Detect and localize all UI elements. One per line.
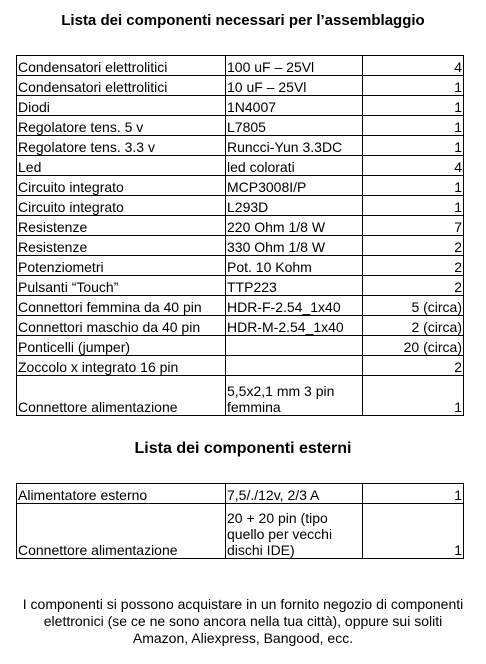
table-row bbox=[17, 504, 464, 559]
main-components-table bbox=[16, 55, 464, 416]
component-qty-cell: 1 bbox=[363, 176, 464, 196]
component-qty-cell: 4 bbox=[363, 156, 464, 176]
table-row bbox=[17, 484, 464, 504]
component-name-cell: Circuito integrato bbox=[17, 196, 226, 216]
component-spec-cell: Runcci-Yun 3.3DC bbox=[226, 136, 363, 156]
component-name-cell: Ponticelli (jumper) bbox=[17, 336, 226, 356]
component-spec-cell: 10 uF – 25Vl bbox=[226, 76, 363, 96]
component-spec-cell: MCP3008I/P bbox=[226, 176, 363, 196]
component-name-cell: Alimentatore esterno bbox=[17, 484, 226, 504]
main-components-title: Lista dei componenti necessari per l’assemblaggio bbox=[61, 12, 425, 29]
component-spec-cell: TTP223 bbox=[226, 276, 363, 296]
component-name-cell: Pulsanti “Touch” bbox=[17, 276, 226, 296]
component-spec-cell: 1N4007 bbox=[226, 96, 363, 116]
component-spec-cell: 220 Ohm 1/8 W bbox=[226, 216, 363, 236]
component-name-cell: Potenziometri bbox=[17, 256, 226, 276]
component-name-cell: Resistenze bbox=[17, 216, 226, 236]
component-qty-cell: 20 (circa) bbox=[363, 336, 464, 356]
component-spec-cell bbox=[226, 356, 363, 376]
component-qty-cell: 2 bbox=[363, 236, 464, 256]
component-qty-cell: 4 bbox=[363, 56, 464, 76]
table-row bbox=[17, 96, 464, 116]
component-name-cell: Connettore alimentazione bbox=[17, 376, 226, 416]
purchase-note: I componenti si possono acquistare in un fornito negozio di componenti elettronici (se ce ne sono ancora nella tua città), oppure sui soliti Amazon, Aliexpress, Bangood, ecc. bbox=[22, 596, 464, 646]
component-name-cell: Connettori maschio da 40 pin bbox=[17, 316, 226, 336]
table-row bbox=[17, 256, 464, 276]
component-qty-cell: 7 bbox=[363, 216, 464, 236]
component-spec-cell: 100 uF – 25Vl bbox=[226, 56, 363, 76]
component-qty-cell: 1 bbox=[363, 136, 464, 156]
component-qty-cell: 2 bbox=[363, 256, 464, 276]
component-qty-cell: 5 (circa) bbox=[363, 296, 464, 316]
component-spec-cell: led colorati bbox=[226, 156, 363, 176]
component-spec-cell: 20 + 20 pin (tipo quello per vecchi dischi IDE) bbox=[226, 504, 363, 559]
component-qty-cell: 1 bbox=[363, 196, 464, 216]
component-qty-cell: 1 bbox=[363, 116, 464, 136]
table-row bbox=[17, 356, 464, 376]
component-spec-cell: 7,5/./12v, 2/3 A bbox=[226, 484, 363, 504]
component-name-cell: Regolatore tens. 3.3 v bbox=[17, 136, 226, 156]
external-components-title: Lista dei componenti esterni bbox=[134, 440, 352, 457]
component-spec-cell: 5,5x2,1 mm 3 pin femmina bbox=[226, 376, 363, 416]
table-row bbox=[17, 316, 464, 336]
table-row bbox=[17, 236, 464, 256]
table-row bbox=[17, 176, 464, 196]
component-qty-cell: 1 bbox=[363, 96, 464, 116]
external-components-table bbox=[16, 483, 464, 559]
table-row bbox=[17, 276, 464, 296]
component-qty-cell: 2 (circa) bbox=[363, 316, 464, 336]
component-spec-cell: Pot. 10 Kohm bbox=[226, 256, 363, 276]
table-row bbox=[17, 296, 464, 316]
component-qty-cell: 2 bbox=[363, 356, 464, 376]
table-row bbox=[17, 156, 464, 176]
component-qty-cell: 2 bbox=[363, 276, 464, 296]
table-row bbox=[17, 336, 464, 356]
component-name-cell: Circuito integrato bbox=[17, 176, 226, 196]
component-name-cell: Connettori femmina da 40 pin bbox=[17, 296, 226, 316]
table-row bbox=[17, 376, 464, 416]
component-spec-cell bbox=[226, 336, 363, 356]
component-name-cell: Condensatori elettrolitici bbox=[17, 56, 226, 76]
component-qty-cell: 1 bbox=[363, 76, 464, 96]
component-spec-cell: L293D bbox=[226, 196, 363, 216]
component-qty-cell: 1 bbox=[363, 376, 464, 416]
component-name-cell: Connettore alimentazione bbox=[17, 504, 226, 559]
table-row bbox=[17, 136, 464, 156]
component-name-cell: Zoccolo x integrato 16 pin bbox=[17, 356, 226, 376]
component-name-cell: Resistenze bbox=[17, 236, 226, 256]
component-qty-cell: 1 bbox=[363, 504, 464, 559]
component-name-cell: Regolatore tens. 5 v bbox=[17, 116, 226, 136]
table-row bbox=[17, 216, 464, 236]
table-row bbox=[17, 76, 464, 96]
component-spec-cell: HDR-M-2.54_1x40 bbox=[226, 316, 363, 336]
component-name-cell: Condensatori elettrolitici bbox=[17, 76, 226, 96]
component-qty-cell: 1 bbox=[363, 484, 464, 504]
component-spec-cell: L7805 bbox=[226, 116, 363, 136]
component-spec-cell: HDR-F-2.54_1x40 bbox=[226, 296, 363, 316]
component-name-cell: Led bbox=[17, 156, 226, 176]
table-row bbox=[17, 56, 464, 76]
table-row bbox=[17, 196, 464, 216]
component-spec-cell: 330 Ohm 1/8 W bbox=[226, 236, 363, 256]
table-row bbox=[17, 116, 464, 136]
component-name-cell: Diodi bbox=[17, 96, 226, 116]
